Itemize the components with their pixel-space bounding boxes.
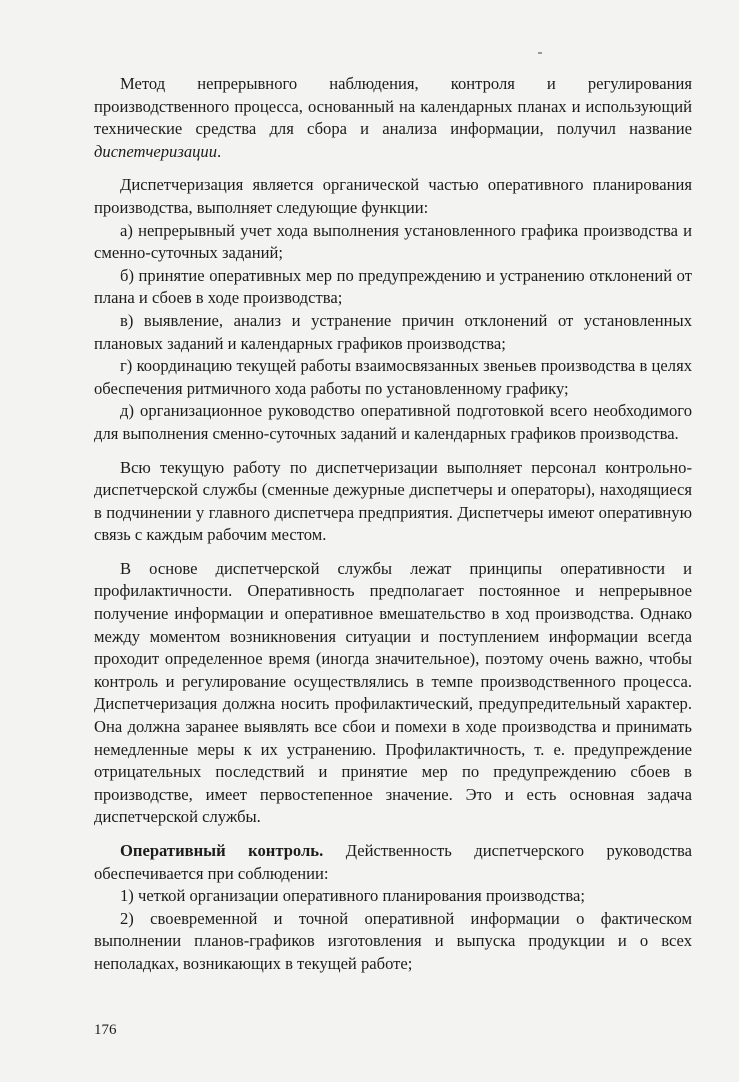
paragraph-functions-intro: Диспетчеризация является органической частью оперативного планирования производства, выполняет следующие функции: (94, 175, 692, 217)
scan-mark (538, 52, 542, 54)
paragraph-dispatching-definition: Метод непрерывного наблюдения, контроля и регулирования производственного процесса, основанный на календарных планах и использующий технические средства для сбора и анализа информации, получил название диспетчеризации. (94, 74, 692, 161)
section-heading: Оперативный контроль. (120, 841, 324, 860)
term-dispatching: диспетчеризации (94, 141, 218, 161)
paragraph-operational-control: Оперативный контроль. Действенность диспетчерского руководства обеспечивается при соблюдении: (94, 841, 692, 883)
body-text (94, 73, 692, 976)
paragraph-staff: Всю текущую работу по диспетчеризации выполняет персонал контрольно-диспетчерской службы (сменные дежурные диспетчеры и операторы), находящиеся в подчинении у главного диспетчера предприятия. Диспетчеры имеют оперативную связь с каждым рабочим местом. (94, 457, 692, 545)
list-item-d: д) организационное руководство оперативной подготовкой всего необходимого для выполнения сменно-суточных заданий и календарных графиков производства. (94, 401, 692, 443)
page-number: 176 (94, 1022, 117, 1038)
list-item-1: 1) четкой организации оперативного планирования производства; (120, 886, 585, 906)
list-item-2: 2) своевременной и точной оперативной информации о фактическом выполнении планов-графиков изготовления и выпуска продукции и о всех неполадках, возникающих в текущей работе; (94, 908, 692, 973)
list-item-v: в) выявление, анализ и устранение причин отклонений от установленных плановых заданий и календарных графиков производства; (94, 310, 692, 353)
list-item-a: а) непрерывный учет хода выполнения установленного графика производства и сменно-суточных заданий; (94, 220, 692, 263)
list-item-g: г) координацию текущей работы взаимосвязанных звеньев производства в целях обеспечения ритмичного хода работы по установленному графику; (94, 356, 692, 398)
paragraph-principles: В основе диспетчерской службы лежат принципы оперативности и профилактичности. Оперативность предполагает постоянное и непрерывное получение информации и оперативное вмешательство в ход производства. Однако между моментом возникновения ситуации и поступлением информации всегда проходит определенное время (иногда значительное), поэтому очень важно, чтобы контроль и регулирование осуществлялись в темпе производственного процесса. Диспетчеризация должна носить профилактический, предупредительный характер. Она должна заранее выявлять все сбои и помехи в ходе производства и принимать немедленные меры к их устранению. Профилактичность, т. е. предупреждение отрицательных последствий и принятие мер по предупреждению сбоев в производстве, имеет первостепенное значение. Это и есть основная задача диспетчерской службы. (94, 558, 692, 827)
list-item-b: б) принятие оперативных мер по предупреждению и устранению отклонений от плана и сбоев в ходе производства; (94, 265, 692, 308)
